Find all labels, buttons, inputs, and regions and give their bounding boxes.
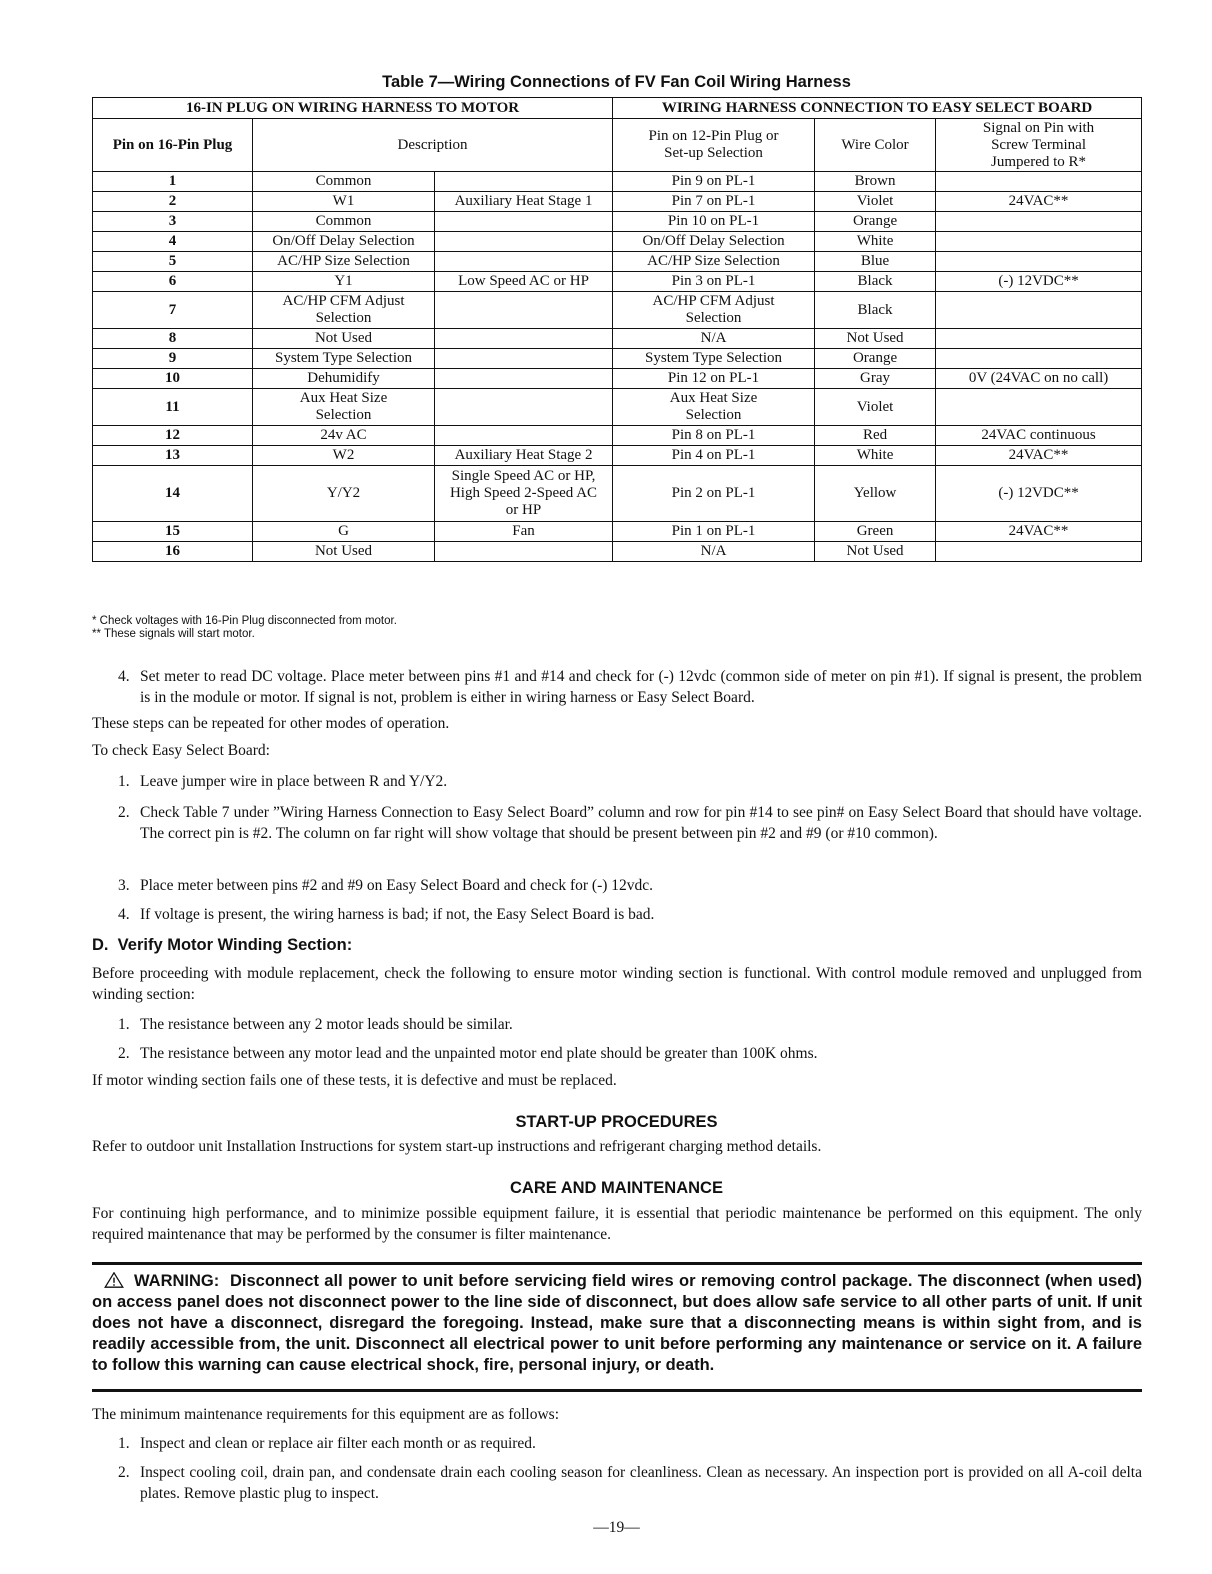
cell-function xyxy=(435,426,613,446)
cell-pin: 15 xyxy=(93,522,253,542)
maintenance-step xyxy=(118,1462,1142,1504)
cell-pin: 8 xyxy=(93,329,253,349)
cell-function xyxy=(435,292,613,329)
cell-pin12: AC/HP CFM Adjust Selection xyxy=(613,292,815,329)
cell-pin: 7 xyxy=(93,292,253,329)
cell-function xyxy=(435,389,613,426)
cell-pin: 10 xyxy=(93,369,253,389)
care-text: For continuing high performance, and to minimize possible equipment failure, it is essential that periodic maintenance be performed on this equipment. The only required maintenance that may be performed by the consumer is filter maintenance. xyxy=(92,1205,1142,1243)
startup-text: Refer to outdoor unit Installation Instructions for system start-up instructions and refrigerant charging method details. xyxy=(92,1138,822,1155)
cell-pin: 13 xyxy=(93,446,253,466)
board-step xyxy=(118,802,1142,844)
cell-description: On/Off Delay Selection xyxy=(253,232,435,252)
step-number: 2. xyxy=(118,1464,130,1481)
cell-function: Auxiliary Heat Stage 1 xyxy=(435,192,613,212)
cell-function xyxy=(435,369,613,389)
step-number: 2. xyxy=(118,804,130,821)
cell-signal xyxy=(936,292,1142,329)
cell-function xyxy=(435,349,613,369)
table-row xyxy=(93,466,1142,522)
table-row xyxy=(93,192,1142,212)
cell-description: AC/HP CFM Adjust Selection xyxy=(253,292,435,329)
cell-function: Fan xyxy=(435,522,613,542)
board-step xyxy=(118,875,1142,896)
table-row xyxy=(93,252,1142,272)
cell-pin12: Pin 12 on PL-1 xyxy=(613,369,815,389)
table-row xyxy=(93,542,1142,562)
wiring-table xyxy=(92,97,1142,562)
table-row xyxy=(93,426,1142,446)
step-number: 1. xyxy=(118,1016,130,1033)
col-header-pin: Pin on 16-Pin Plug xyxy=(93,119,253,172)
cell-wire-color: Red xyxy=(815,426,936,446)
page-number: —19— xyxy=(593,1519,640,1536)
cell-function xyxy=(435,172,613,192)
warning-bottom-rule xyxy=(92,1389,1142,1392)
cell-description: Not Used xyxy=(253,542,435,562)
cell-description: Y/Y2 xyxy=(253,466,435,522)
table-row xyxy=(93,232,1142,252)
step-text: The resistance between any 2 motor leads should be similar. xyxy=(140,1016,513,1033)
step-4-meter xyxy=(118,666,1142,708)
table-row xyxy=(93,329,1142,349)
step-number: 4. xyxy=(118,906,130,923)
board-step xyxy=(118,904,1142,925)
cell-pin12: Aux Heat Size Selection xyxy=(613,389,815,426)
cell-pin: 11 xyxy=(93,389,253,426)
cell-signal: 0V (24VAC on no call) xyxy=(936,369,1142,389)
table-row xyxy=(93,522,1142,542)
warning-label: WARNING: xyxy=(134,1272,220,1290)
cell-description: Aux Heat Size Selection xyxy=(253,389,435,426)
cell-description: Common xyxy=(253,212,435,232)
check-board-intro: To check Easy Select Board: xyxy=(92,742,270,759)
table-footnotes xyxy=(92,615,397,641)
cell-description: W2 xyxy=(253,446,435,466)
cell-wire-color: Orange xyxy=(815,212,936,232)
footnote-double-asterisk: ** These signals will start motor. xyxy=(92,628,255,640)
table-row xyxy=(93,292,1142,329)
cell-signal xyxy=(936,329,1142,349)
cell-description: AC/HP Size Selection xyxy=(253,252,435,272)
board-step xyxy=(118,771,1142,792)
section-d-outro: If motor winding section fails one of these tests, it is defective and must be replaced. xyxy=(92,1072,617,1089)
cell-signal: 24VAC continuous xyxy=(936,426,1142,446)
cell-pin12: Pin 1 on PL-1 xyxy=(613,522,815,542)
cell-signal: (-) 12VDC** xyxy=(936,272,1142,292)
cell-signal xyxy=(936,212,1142,232)
cell-signal xyxy=(936,542,1142,562)
cell-wire-color: White xyxy=(815,232,936,252)
cell-pin: 3 xyxy=(93,212,253,232)
winding-step xyxy=(118,1014,1142,1035)
group-header-board: WIRING HARNESS CONNECTION TO EASY SELECT BOARD xyxy=(613,98,1142,119)
warning-box xyxy=(92,1271,1142,1376)
cell-description: Y1 xyxy=(253,272,435,292)
maintenance-step xyxy=(118,1433,1142,1454)
step-text: Inspect and clean or replace air filter each month or as required. xyxy=(140,1435,536,1452)
cell-wire-color: Violet xyxy=(815,389,936,426)
cell-function xyxy=(435,232,613,252)
table-row xyxy=(93,272,1142,292)
table-row xyxy=(93,212,1142,232)
step-number: 4. xyxy=(118,668,130,685)
table-title: Table 7—Wiring Connections of FV Fan Coil Wiring Harness xyxy=(382,73,851,91)
cell-wire-color: Black xyxy=(815,292,936,329)
cell-description: 24v AC xyxy=(253,426,435,446)
step-text: The resistance between any motor lead and the unpainted motor end plate should be greater than 100K ohms. xyxy=(140,1045,818,1062)
cell-pin: 4 xyxy=(93,232,253,252)
cell-pin: 12 xyxy=(93,426,253,446)
cell-pin12: Pin 10 on PL-1 xyxy=(613,212,815,232)
cell-pin12: Pin 8 on PL-1 xyxy=(613,426,815,446)
cell-wire-color: Brown xyxy=(815,172,936,192)
cell-pin12: N/A xyxy=(613,542,815,562)
cell-function xyxy=(435,212,613,232)
cell-wire-color: Gray xyxy=(815,369,936,389)
cell-pin12: Pin 3 on PL-1 xyxy=(613,272,815,292)
step-text: Leave jumper wire in place between R and Y/Y2. xyxy=(140,773,448,790)
col-header-signal: Signal on Pin with Screw Terminal Jumpered to R* xyxy=(936,119,1142,172)
cell-pin12: Pin 9 on PL-1 xyxy=(613,172,815,192)
group-header-motor: 16-IN PLUG ON WIRING HARNESS TO MOTOR xyxy=(93,98,613,119)
cell-wire-color: Not Used xyxy=(815,542,936,562)
cell-wire-color: Orange xyxy=(815,349,936,369)
table-row xyxy=(93,349,1142,369)
table-row xyxy=(93,389,1142,426)
cell-signal xyxy=(936,232,1142,252)
cell-description: Not Used xyxy=(253,329,435,349)
cell-signal xyxy=(936,349,1142,369)
cell-pin: 9 xyxy=(93,349,253,369)
warning-top-rule xyxy=(92,1262,1142,1265)
table-row xyxy=(93,172,1142,192)
step-text: Set meter to read DC voltage. Place meter between pins #1 and #14 and check for (-) 12vdc (common side of meter on pin #1). If signal is present, the problem is in the module or motor. If signal is not, problem is either in wiring harness or Easy Select Board. xyxy=(140,668,1142,706)
table-row xyxy=(93,369,1142,389)
cell-description: Common xyxy=(253,172,435,192)
footnote-asterisk: * Check voltages with 16-Pin Plug disconnected from motor. xyxy=(92,615,397,627)
cell-wire-color: Not Used xyxy=(815,329,936,349)
cell-signal xyxy=(936,389,1142,426)
cell-signal: (-) 12VDC** xyxy=(936,466,1142,522)
section-d-heading: D. Verify Motor Winding Section: xyxy=(92,936,353,954)
winding-step xyxy=(118,1043,1142,1064)
step-number: 3. xyxy=(118,877,130,894)
cell-function xyxy=(435,329,613,349)
repeat-steps-text: These steps can be repeated for other modes of operation. xyxy=(92,715,450,732)
cell-pin: 1 xyxy=(93,172,253,192)
cell-function: Auxiliary Heat Stage 2 xyxy=(435,446,613,466)
col-header-description: Description xyxy=(253,119,613,172)
cell-description: Dehumidify xyxy=(253,369,435,389)
maintenance-intro: The minimum maintenance requirements for this equipment are as follows: xyxy=(92,1406,560,1423)
cell-description: W1 xyxy=(253,192,435,212)
cell-wire-color: Blue xyxy=(815,252,936,272)
section-d-intro: Before proceeding with module replacement, check the following to ensure motor winding section is functional. With control module removed and unplugged from winding section: xyxy=(92,965,1142,1003)
cell-pin: 14 xyxy=(93,466,253,522)
cell-wire-color: Violet xyxy=(815,192,936,212)
cell-pin12: AC/HP Size Selection xyxy=(613,252,815,272)
cell-pin12: On/Off Delay Selection xyxy=(613,232,815,252)
startup-heading: START-UP PROCEDURES xyxy=(515,1113,718,1131)
cell-function xyxy=(435,542,613,562)
cell-signal: 24VAC** xyxy=(936,522,1142,542)
warning-text: Disconnect all power to unit before servicing field wires or removing control package. The disconnect (when used) on access panel does not disconnect power to the line side of disconnect, but does allow safe service to all other parts of unit. If unit does not have a disconnect, disregard the foregoing. Instead, make sure that a disconnecting means is within sight from, and is readily accessible from, the unit. Disconnect all electrical power to unit before performing any maintenance or service on it. A failure to follow this warning can cause electrical shock, fire, personal injury, or death. xyxy=(92,1272,1142,1374)
cell-wire-color: Green xyxy=(815,522,936,542)
step-number: 2. xyxy=(118,1045,130,1062)
step-number: 1. xyxy=(118,1435,130,1452)
cell-signal: 24VAC** xyxy=(936,192,1142,212)
cell-pin: 16 xyxy=(93,542,253,562)
step-text: Inspect cooling coil, drain pan, and condensate drain each cooling season for cleanliness. Clean as necessary. An inspection port is provided on all A-coil delta plates. Remove plastic plug to inspect. xyxy=(140,1464,1142,1502)
cell-function: Low Speed AC or HP xyxy=(435,272,613,292)
cell-description: G xyxy=(253,522,435,542)
cell-pin12: Pin 4 on PL-1 xyxy=(613,446,815,466)
cell-signal: 24VAC** xyxy=(936,446,1142,466)
cell-pin: 5 xyxy=(93,252,253,272)
step-text: Check Table 7 under ”Wiring Harness Connection to Easy Select Board” column and row for pin #14 to see pin# on Easy Select Board that should have voltage. The correct pin is #2. The column on far right will show voltage that should be present between pin #2 and #9 (or #10 common). xyxy=(140,804,1142,842)
cell-wire-color: Yellow xyxy=(815,466,936,522)
cell-pin12: System Type Selection xyxy=(613,349,815,369)
step-text: If voltage is present, the wiring harness is bad; if not, the Easy Select Board is bad. xyxy=(140,906,655,923)
col-header-wire-color: Wire Color xyxy=(815,119,936,172)
cell-signal xyxy=(936,252,1142,272)
cell-pin12: Pin 7 on PL-1 xyxy=(613,192,815,212)
cell-pin12: N/A xyxy=(613,329,815,349)
cell-signal xyxy=(936,172,1142,192)
cell-pin: 6 xyxy=(93,272,253,292)
care-heading: CARE AND MAINTENANCE xyxy=(510,1179,723,1197)
cell-wire-color: Black xyxy=(815,272,936,292)
cell-function xyxy=(435,252,613,272)
cell-function: Single Speed AC or HP, High Speed 2-Speed AC or HP xyxy=(435,466,613,522)
cell-wire-color: White xyxy=(815,446,936,466)
col-header-pin12: Pin on 12-Pin Plug or Set-up Selection xyxy=(613,119,815,172)
cell-pin12: Pin 2 on PL-1 xyxy=(613,466,815,522)
warning-triangle-icon xyxy=(102,1272,126,1288)
table-row xyxy=(93,446,1142,466)
cell-description: System Type Selection xyxy=(253,349,435,369)
step-text: Place meter between pins #2 and #9 on Easy Select Board and check for (-) 12vdc. xyxy=(140,877,654,894)
step-number: 1. xyxy=(118,773,130,790)
cell-pin: 2 xyxy=(93,192,253,212)
